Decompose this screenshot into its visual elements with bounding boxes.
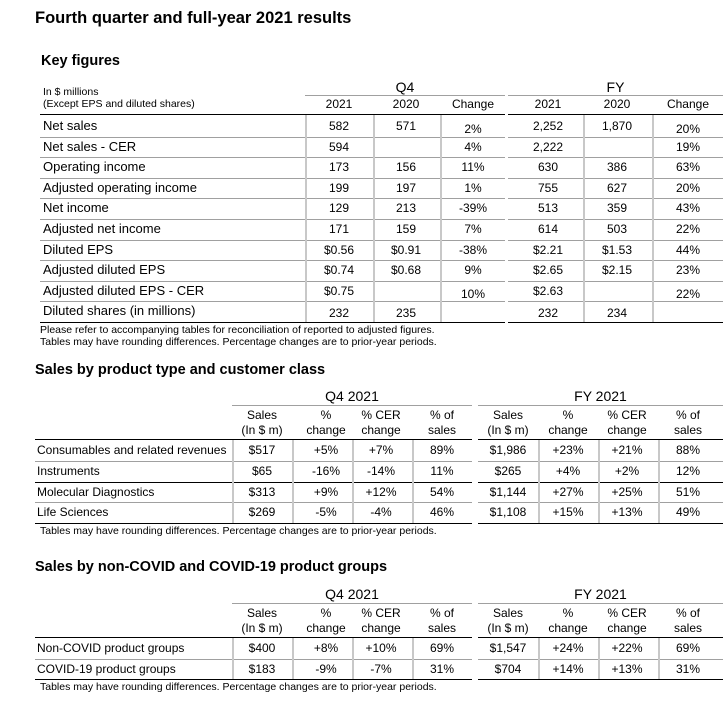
product-type-title: Sales by product type and customer class: [35, 362, 326, 378]
column-header-line2: change: [361, 621, 401, 635]
cell-value: 22%: [675, 222, 701, 236]
group-header: FY 2021: [574, 586, 627, 602]
row-label: Operating income: [43, 159, 146, 175]
cell-value: 69%: [429, 641, 455, 655]
column-header-line1: Sales: [492, 408, 524, 422]
cell-value: -16%: [311, 463, 340, 478]
cell-value: +24%: [552, 641, 584, 655]
row-divider: [35, 482, 472, 483]
cell-value: 23%: [675, 263, 701, 278]
row-divider: [40, 301, 505, 302]
column-header: 2020: [603, 97, 631, 111]
column-header: [592, 408, 662, 438]
cell-value: 359: [606, 201, 628, 216]
footnote: Tables may have rounding differences. Percentage changes are to prior-year periods.: [40, 336, 437, 348]
column-header: 2021: [325, 97, 353, 111]
row-divider: [40, 137, 505, 138]
row-label: Life Sciences: [37, 505, 109, 520]
group-line: [478, 405, 723, 406]
column-header: 2020: [392, 97, 420, 111]
cell-value: 2,252: [532, 119, 564, 133]
row-divider: [508, 219, 723, 220]
row-divider: [40, 260, 505, 261]
cell-value: +23%: [552, 443, 584, 457]
cell-value: 89%: [429, 443, 455, 457]
cell-value: 232: [537, 306, 559, 321]
column-header-line1: Sales: [492, 606, 524, 620]
cell-value: 4%: [464, 139, 482, 154]
column-divider: [440, 115, 442, 322]
column-header-line2: (In $ m): [241, 621, 283, 635]
cell-value: -5%: [315, 505, 337, 520]
column-header-line2: (In $ m): [241, 423, 283, 437]
row-label: Diluted shares (in millions): [43, 303, 196, 319]
unit-sublabel: (Except EPS and diluted shares): [43, 98, 195, 110]
cell-value: $0.75: [323, 283, 355, 298]
column-divider: [538, 638, 540, 679]
cell-value: +25%: [611, 484, 643, 499]
column-header: [227, 606, 297, 636]
column-header-line2: sales: [427, 621, 456, 635]
column-header-line1: % of: [675, 408, 700, 422]
cell-value: 197: [395, 180, 417, 195]
cell-value: 614: [537, 222, 559, 236]
cell-value: $1.53: [601, 242, 633, 257]
table-bottom-rule-right: [478, 679, 723, 680]
cell-value: $313: [248, 484, 276, 499]
cell-value: +13%: [611, 661, 643, 676]
row-divider: [40, 281, 505, 282]
cell-value: 232: [328, 306, 350, 321]
cell-value: 7%: [464, 222, 482, 236]
cell-value: +5%: [313, 443, 339, 457]
cell-value: +4%: [555, 463, 581, 478]
row-divider: [508, 137, 723, 138]
cell-value: +21%: [611, 443, 643, 457]
column-divider: [598, 638, 600, 679]
column-header-line2: change: [548, 621, 588, 635]
row-divider: [40, 198, 505, 199]
table-bottom-rule-left: [35, 679, 472, 680]
cell-value: 19%: [675, 139, 701, 154]
cell-value: $2.65: [532, 263, 564, 278]
cell-value: 44%: [675, 242, 701, 257]
cell-value: -39%: [458, 201, 487, 216]
cell-value: $1,144: [489, 484, 527, 499]
group-header: FY 2021: [574, 388, 627, 404]
column-divider: [292, 638, 294, 679]
cell-value: $400: [248, 641, 276, 655]
row-divider: [40, 157, 505, 158]
column-divider: [352, 638, 354, 679]
cell-value: 63%: [675, 160, 701, 175]
row-divider: [508, 260, 723, 261]
cell-value: 22%: [675, 286, 701, 301]
column-header-line1: %: [320, 606, 332, 620]
table-bottom-rule-right: [508, 322, 723, 323]
column-header-line2: change: [306, 621, 346, 635]
cell-value: +27%: [552, 484, 584, 499]
cell-value: 20%: [675, 122, 701, 136]
cell-value: -7%: [370, 661, 392, 676]
cell-value: +15%: [552, 505, 584, 520]
cell-value: 386: [606, 160, 628, 175]
cell-value: $517: [248, 443, 276, 457]
row-label: Non-COVID product groups: [37, 641, 185, 655]
column-header-line1: % of: [675, 606, 700, 620]
cell-value: 199: [328, 180, 350, 195]
column-header-line1: % of: [429, 606, 454, 620]
cell-value: 46%: [429, 505, 455, 520]
row-divider: [40, 240, 505, 241]
cell-value: 31%: [675, 661, 701, 676]
column-divider: [232, 440, 234, 523]
row-label: Adjusted diluted EPS - CER: [43, 282, 205, 298]
column-header: [227, 408, 297, 438]
column-header: [346, 408, 416, 438]
column-header: Change: [451, 97, 495, 111]
cell-value: -14%: [366, 463, 395, 478]
q4-group-line: [305, 95, 505, 96]
cell-value: 10%: [460, 286, 486, 301]
cell-value: $704: [494, 661, 522, 676]
column-divider: [373, 115, 375, 322]
cell-value: 156: [395, 160, 417, 175]
cell-value: $1,547: [489, 641, 527, 655]
column-header-line1: %: [562, 606, 574, 620]
row-label: Molecular Diagnostics: [37, 484, 155, 499]
cell-value: $183: [248, 661, 276, 676]
column-divider: [292, 440, 294, 523]
row-divider: [35, 461, 472, 462]
group-header-q4: Q4: [395, 79, 415, 95]
cell-value: $2.63: [532, 283, 564, 298]
column-header-line2: sales: [673, 423, 702, 437]
header-rule-right: [478, 637, 723, 638]
cell-value: 129: [328, 201, 350, 216]
header-rule-left: [35, 439, 472, 440]
row-label: Net income: [43, 200, 109, 216]
column-header-line2: (In $ m): [487, 621, 529, 635]
row-divider: [478, 482, 723, 483]
cell-value: $0.56: [323, 242, 355, 257]
table-bottom-rule-left: [40, 322, 505, 323]
row-divider: [508, 281, 723, 282]
column-header-line2: change: [306, 423, 346, 437]
footnote: Please refer to accompanying tables for reconciliation of reported to adjusted figures.: [40, 324, 435, 336]
cell-value: $2.15: [601, 263, 633, 278]
header-rule-right: [478, 439, 723, 440]
column-header: [592, 606, 662, 636]
column-header-line1: % CER: [361, 408, 401, 422]
cell-value: 54%: [429, 484, 455, 499]
column-divider: [658, 638, 660, 679]
unit-label: In $ millions: [43, 86, 99, 98]
cell-value: 594: [328, 139, 350, 154]
row-label: Net sales - CER: [43, 138, 137, 154]
column-divider: [412, 440, 414, 523]
row-divider: [508, 157, 723, 158]
cell-value: 503: [606, 222, 628, 236]
row-label: Adjusted net income: [43, 221, 161, 236]
cell-value: +2%: [614, 463, 640, 478]
cell-value: 627: [606, 180, 628, 195]
cell-value: +9%: [313, 484, 339, 499]
column-header: [407, 408, 477, 438]
cell-value: 171: [328, 222, 350, 236]
column-header-line2: sales: [427, 423, 456, 437]
cell-value: +12%: [365, 484, 397, 499]
row-divider: [478, 502, 723, 503]
cell-value: 11%: [430, 463, 454, 478]
cell-value: 9%: [464, 263, 482, 278]
column-header-line1: % CER: [361, 606, 401, 620]
row-divider: [35, 659, 472, 660]
table-bottom-rule-left: [35, 523, 472, 524]
cell-value: $0.74: [323, 263, 355, 278]
column-header-line2: change: [548, 423, 588, 437]
column-divider: [652, 115, 654, 322]
cell-value: 2,222: [532, 139, 564, 154]
cell-value: 213: [395, 201, 417, 216]
column-header-line2: change: [607, 423, 647, 437]
column-divider: [412, 638, 414, 679]
row-label: Consumables and related revenues: [37, 443, 227, 457]
fy-group-line: [508, 95, 723, 96]
cell-value: +10%: [365, 641, 397, 655]
column-header-line1: Sales: [246, 408, 278, 422]
cell-value: -4%: [370, 505, 392, 520]
row-label: Adjusted diluted EPS: [43, 262, 166, 278]
row-label: COVID-19 product groups: [37, 661, 176, 676]
cell-value: 69%: [675, 641, 701, 655]
cell-value: +8%: [313, 641, 339, 655]
cell-value: 234: [606, 306, 628, 321]
cell-value: +22%: [611, 641, 643, 655]
cell-value: 11%: [461, 160, 485, 175]
cell-value: $1,108: [489, 505, 527, 520]
cell-value: 12%: [675, 463, 701, 478]
cell-value: $65: [251, 463, 273, 478]
group-line: [478, 603, 723, 604]
cell-value: 582: [328, 119, 350, 133]
row-divider: [40, 178, 505, 179]
cell-value: -9%: [315, 661, 337, 676]
group-line: [232, 603, 472, 604]
cell-value: $1,986: [489, 443, 527, 457]
column-divider: [658, 440, 660, 523]
row-divider: [35, 502, 472, 503]
cell-value: 513: [537, 201, 559, 216]
group-header: Q4 2021: [325, 388, 379, 404]
column-header-line2: change: [361, 423, 401, 437]
cell-value: 1,870: [601, 119, 633, 133]
cell-value: +14%: [552, 661, 584, 676]
column-header-line1: Sales: [246, 606, 278, 620]
column-header: [653, 606, 723, 636]
row-divider: [40, 219, 505, 220]
column-header-line2: (In $ m): [487, 423, 529, 437]
column-header-line1: % CER: [607, 606, 647, 620]
row-divider: [508, 198, 723, 199]
row-label: Net sales: [43, 118, 98, 133]
cell-value: 173: [328, 160, 350, 175]
key-figures-title: Key figures: [41, 53, 120, 69]
cell-value: 159: [395, 222, 417, 236]
cell-value: -38%: [458, 242, 487, 257]
header-rule-right: [508, 114, 723, 115]
column-header: 2021: [534, 97, 562, 111]
cell-value: $265: [494, 463, 522, 478]
column-header: Change: [666, 97, 710, 111]
column-header: [346, 606, 416, 636]
column-header-line1: % CER: [607, 408, 647, 422]
column-header: [653, 408, 723, 438]
cell-value: 2%: [464, 122, 482, 136]
row-divider: [508, 178, 723, 179]
covid-groups-title: Sales by non-COVID and COVID-19 product groups: [35, 559, 388, 575]
column-divider: [352, 440, 354, 523]
row-label: Instruments: [37, 463, 100, 478]
cell-value: $269: [248, 505, 276, 520]
group-line: [232, 405, 472, 406]
column-header-line1: %: [320, 408, 332, 422]
column-header-line1: %: [562, 408, 574, 422]
cell-value: 235: [395, 306, 417, 321]
cell-value: 88%: [675, 443, 701, 457]
column-divider: [232, 638, 234, 679]
column-header-line2: sales: [673, 621, 702, 635]
row-label: Diluted EPS: [43, 241, 114, 257]
cell-value: 20%: [675, 180, 701, 195]
group-header: Q4 2021: [325, 586, 379, 602]
column-divider: [305, 115, 307, 322]
row-divider: [508, 301, 723, 302]
cell-value: +13%: [611, 505, 643, 520]
group-header-fy: FY: [606, 79, 625, 95]
column-divider: [538, 440, 540, 523]
row-divider: [508, 240, 723, 241]
column-header: [407, 606, 477, 636]
column-header-line1: % of: [429, 408, 454, 422]
footnote: Tables may have rounding differences. Percentage changes are to prior-year periods.: [40, 681, 437, 693]
cell-value: 49%: [675, 505, 701, 520]
cell-value: $0.91: [390, 242, 422, 257]
cell-value: 1%: [464, 180, 482, 195]
row-label: Adjusted operating income: [43, 179, 197, 195]
footnote: Tables may have rounding differences. Percentage changes are to prior-year periods.: [40, 525, 437, 538]
cell-value: 630: [537, 160, 559, 175]
cell-value: 571: [395, 119, 417, 133]
header-rule-left: [40, 114, 505, 115]
column-divider: [583, 115, 585, 322]
table-bottom-rule-right: [478, 523, 723, 524]
cell-value: $2.21: [532, 242, 564, 257]
row-divider: [478, 659, 723, 660]
cell-value: $0.68: [390, 263, 422, 278]
cell-value: 51%: [675, 484, 701, 499]
page-title: Fourth quarter and full-year 2021 results: [35, 9, 352, 27]
column-divider: [598, 440, 600, 523]
cell-value: 755: [537, 180, 559, 195]
cell-value: +7%: [368, 443, 394, 457]
column-header-line2: change: [607, 621, 647, 635]
header-rule-left: [35, 637, 472, 638]
cell-value: 43%: [675, 201, 701, 216]
row-divider: [478, 461, 723, 462]
cell-value: 31%: [429, 661, 455, 676]
